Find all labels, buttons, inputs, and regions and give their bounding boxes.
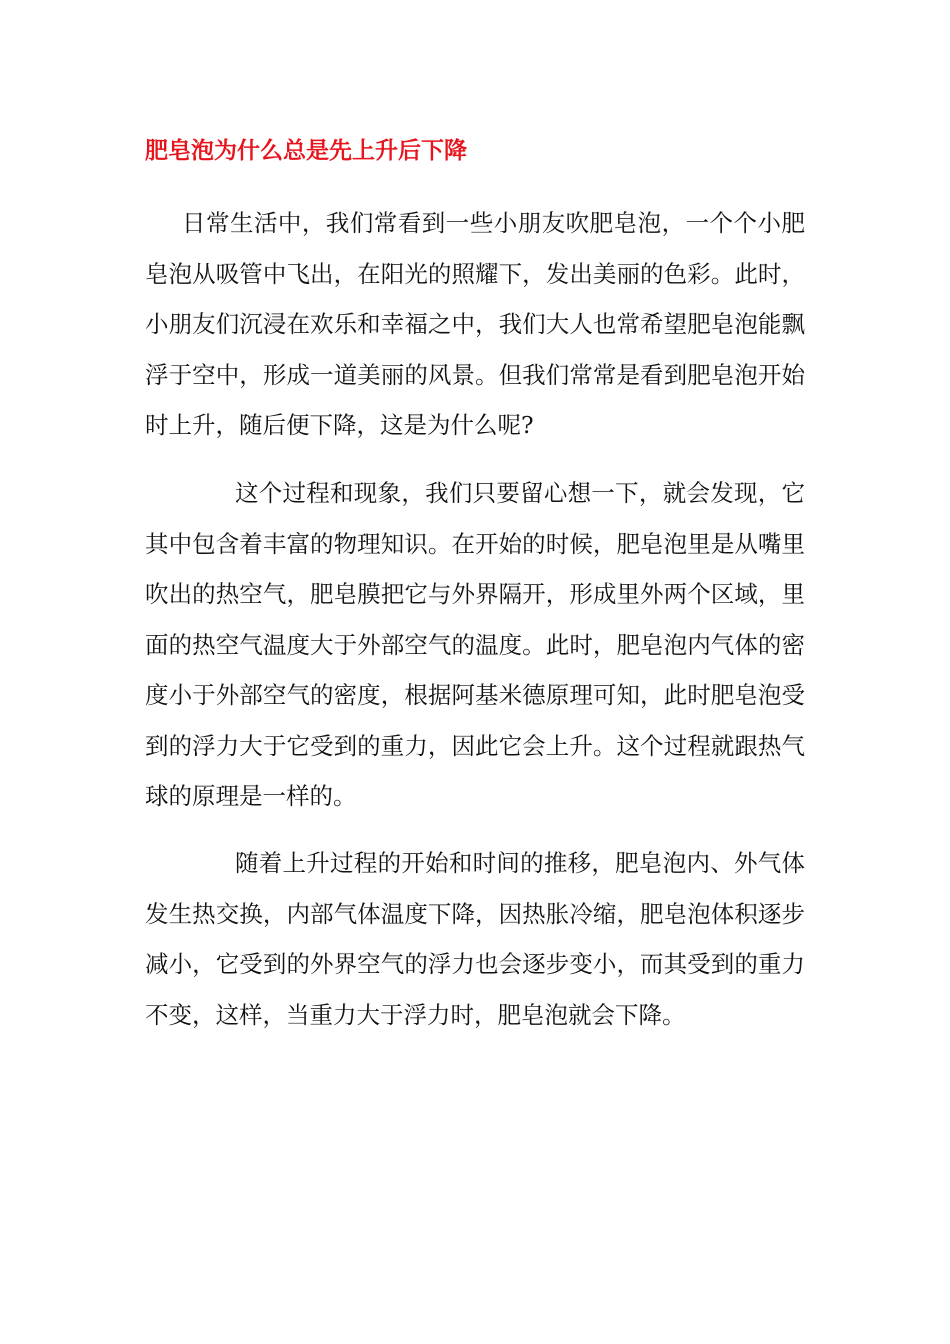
paragraph-intro: 日常生活中，我们常看到一些小朋友吹肥皂泡，一个个小肥皂泡从吸管中飞出，在阳光的照耀下，发出美丽的色彩。此时，小朋友们沉浸在欢乐和幸福之中，我们大人也常希望肥皂泡能飘浮于空中，形成一道美丽的风景。但我们常常是看到肥皂泡开始时上升，随后便下降，这是为什么呢? (145, 209, 805, 439)
paragraph-rising: 这个过程和现象，我们只要留心想一下，就会发现，它其中包含着丰富的物理知识。在开始的时候，肥皂泡里是从嘴里吹出的热空气，肥皂膜把它与外界隔开，形成里外两个区域，里面的热空气温度大于外部空气的温度。此时，肥皂泡内气体的密度小于外部空气的密度，根据阿基米德原理可知，此时肥皂泡受到的浮力大于它受到的重力，因此它会上升。这个过程就跟热气球的原理是一样的。 (145, 479, 805, 810)
document-title: 肥皂泡为什么总是先上升后下降 (145, 137, 467, 164)
paragraph-falling: 随着上升过程的开始和时间的推移，肥皂泡内、外气体发生热交换，内部气体温度下降，因热胀冷缩，肥皂泡体积逐步减小，它受到的外界空气的浮力也会逐步变小，而其受到的重力不变，这样，当重力大于浮力时，肥皂泡就会下降。 (145, 849, 805, 1029)
